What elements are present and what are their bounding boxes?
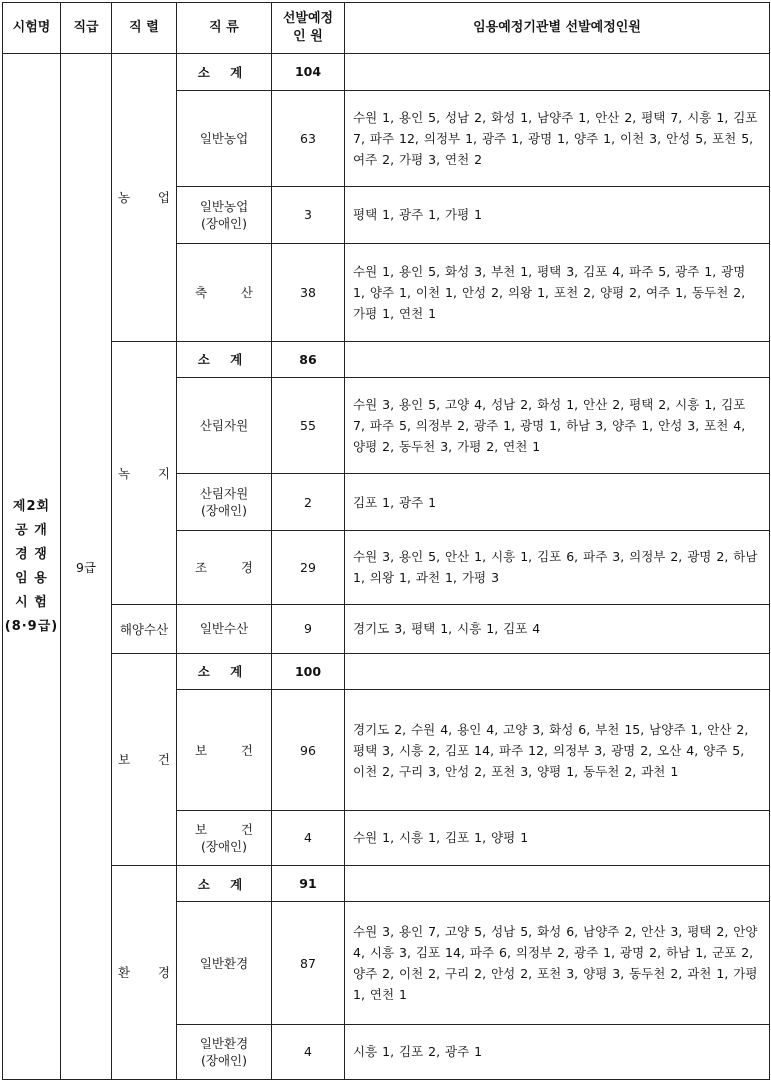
subfield-name <box>177 243 272 341</box>
subfield-name <box>177 1024 272 1079</box>
field-char: 보 <box>118 752 131 768</box>
subfield-name-line: (장애인) <box>201 1052 247 1068</box>
subfield-name: 일반수산 <box>177 604 272 653</box>
table-row <box>3 604 770 653</box>
field-marine: 해양수산 <box>112 604 177 653</box>
subfield-char: 보 <box>195 743 208 758</box>
planned-count: 63 <box>272 90 345 186</box>
header-exam-name: 시험명 <box>3 3 61 54</box>
header-row <box>3 3 770 54</box>
header-planned-count <box>272 3 345 54</box>
subtotal-count: 100 <box>272 653 345 690</box>
detail-cell: 수원 3, 용인 5, 안산 1, 시흥 1, 김포 6, 파주 3, 의정부 2, 광명 2, 하남 1, 의왕 1, 과천 1, 가평 3 <box>345 531 770 604</box>
field-char: 녹 <box>118 465 131 481</box>
detail-cell: 수원 1, 용인 5, 성남 2, 화성 1, 남양주 1, 안산 2, 평택 7, 시흥 1, 김포 7, 파주 12, 의정부 1, 광주 1, 광명 1, 양주 1, 이천 3, 안성 5, 포천 5, 여주 2, 가평 3, 연천 2 <box>345 90 770 186</box>
detail-cell: 평택 1, 광주 1, 가평 1 <box>345 186 770 243</box>
field-char: 지 <box>157 465 170 481</box>
header-planned-count-line1: 선발예정 <box>282 11 334 26</box>
subfield-name <box>177 810 272 865</box>
subfield-name: 일반환경 <box>177 902 272 1024</box>
detail-cell: 수원 1, 시흥 1, 김포 1, 양평 1 <box>345 810 770 865</box>
field-health <box>112 653 177 865</box>
planned-count: 2 <box>272 474 345 531</box>
detail-cell: 경기도 3, 평택 1, 시흥 1, 김포 4 <box>345 604 770 653</box>
planned-count: 55 <box>272 378 345 474</box>
detail-cell: 김포 1, 광주 1 <box>345 474 770 531</box>
field-env <box>112 865 177 1079</box>
planned-count: 9 <box>272 604 345 653</box>
header-subfield: 직 류 <box>177 3 272 54</box>
field-char: 환 <box>118 965 131 981</box>
field-char: 경 <box>157 965 170 981</box>
table-row <box>3 341 770 378</box>
subfield-name <box>177 690 272 810</box>
field-char: 업 <box>157 190 170 206</box>
planned-count: 87 <box>272 902 345 1024</box>
header-by-agency: 임용예정기관별 선발예정인원 <box>345 3 770 54</box>
subtotal-label: 소 계 <box>177 341 272 378</box>
detail-cell: 경기도 2, 수원 4, 용인 4, 고양 3, 화성 6, 부천 15, 남양주 1, 안산 2, 평택 3, 시흥 2, 김포 14, 파주 12, 의정부 3, 광명 2, 오산 4, 양주 5, 이천 2, 구리 3, 안성 2, 포천 3, 양평 1, 동두천 2, 과천 1 <box>345 690 770 810</box>
subfield-name: 산림자원 <box>177 378 272 474</box>
detail-cell: 수원 3, 용인 5, 고양 4, 성남 2, 화성 1, 안산 2, 평택 2, 시흥 1, 김포 7, 파주 5, 의정부 2, 광주 1, 광명 1, 하남 3, 양주 1, 안성 3, 포천 4, 양평 2, 동두천 3, 가평 2, 연천 1 <box>345 378 770 474</box>
subtotal-label: 소 계 <box>177 865 272 902</box>
planned-count: 29 <box>272 531 345 604</box>
subfield-name-line: 일반농업 <box>199 198 249 214</box>
detail-cell <box>345 54 770 91</box>
field-green <box>112 341 177 604</box>
planned-count: 96 <box>272 690 345 810</box>
detail-cell: 수원 1, 용인 5, 화성 3, 부천 1, 평택 3, 김포 4, 파주 5, 광주 1, 광명 1, 양주 1, 이천 1, 안성 2, 의왕 1, 포천 2, 양평 2, 여주 1, 동두천 2, 가평 1, 연천 1 <box>345 243 770 341</box>
subtotal-count: 104 <box>272 54 345 91</box>
subfield-name <box>177 531 272 604</box>
exam-name-line: 경 쟁 <box>15 546 48 562</box>
planned-count: 4 <box>272 1024 345 1079</box>
detail-cell: 수원 3, 용인 7, 고양 5, 성남 5, 화성 6, 남양주 2, 안산 3, 평택 2, 안양 4, 시흥 3, 김포 14, 파주 6, 의정부 2, 광주 1, 광명 2, 하남 1, 군포 2, 양주 2, 이천 2, 구리 2, 안성 2, 포천 3, 양평 3, 동두천 2, 과천 1, 가평 1, 연천 1 <box>345 902 770 1024</box>
subfield-char: 조 <box>195 560 208 576</box>
exam-name-line: 임 용 <box>15 570 48 586</box>
subfield-name <box>177 474 272 531</box>
table-row <box>3 54 770 91</box>
exam-name-line: (8·9급) <box>4 618 59 634</box>
planned-count: 3 <box>272 186 345 243</box>
subfield-char: 경 <box>240 560 253 576</box>
recruitment-table <box>2 2 770 1080</box>
subfield-name: 일반농업 <box>177 90 272 186</box>
exam-name-line: 시 험 <box>15 594 48 610</box>
subfield-char: 축 <box>195 285 208 301</box>
subfield-name-line: 일반환경 <box>199 1035 249 1051</box>
subfield-name-line: 산림자원 <box>199 486 249 502</box>
field-char: 농 <box>118 190 131 206</box>
header-planned-count-line2: 인 원 <box>293 29 323 44</box>
header-field: 직 렬 <box>112 3 177 54</box>
field-char: 건 <box>157 752 170 768</box>
field-agri <box>112 54 177 342</box>
subfield-char: 건 <box>240 743 253 758</box>
subtotal-label: 소 계 <box>177 653 272 690</box>
subfield-name-line: (장애인) <box>201 839 247 855</box>
detail-cell <box>345 341 770 378</box>
exam-name-line: 제2회 <box>12 498 51 514</box>
subfield-name-line: (장애인) <box>201 503 247 519</box>
subfield-name-line: (장애인) <box>201 215 247 231</box>
detail-cell <box>345 653 770 690</box>
subtotal-label: 소 계 <box>177 54 272 91</box>
header-grade: 직급 <box>61 3 112 54</box>
detail-cell: 시흥 1, 김포 2, 광주 1 <box>345 1024 770 1079</box>
subfield-char: 산 <box>240 285 253 301</box>
exam-name-line: 공 개 <box>15 522 48 538</box>
detail-cell <box>345 865 770 902</box>
subfield-char: 보 <box>195 822 208 838</box>
planned-count: 38 <box>272 243 345 341</box>
exam-name-cell <box>3 54 61 1080</box>
planned-count: 4 <box>272 810 345 865</box>
subtotal-count: 91 <box>272 865 345 902</box>
subtotal-count: 86 <box>272 341 345 378</box>
grade-cell: 9급 <box>61 54 112 1080</box>
subfield-char: 건 <box>240 822 253 838</box>
table-row <box>3 865 770 902</box>
table-row <box>3 653 770 690</box>
subfield-name <box>177 186 272 243</box>
